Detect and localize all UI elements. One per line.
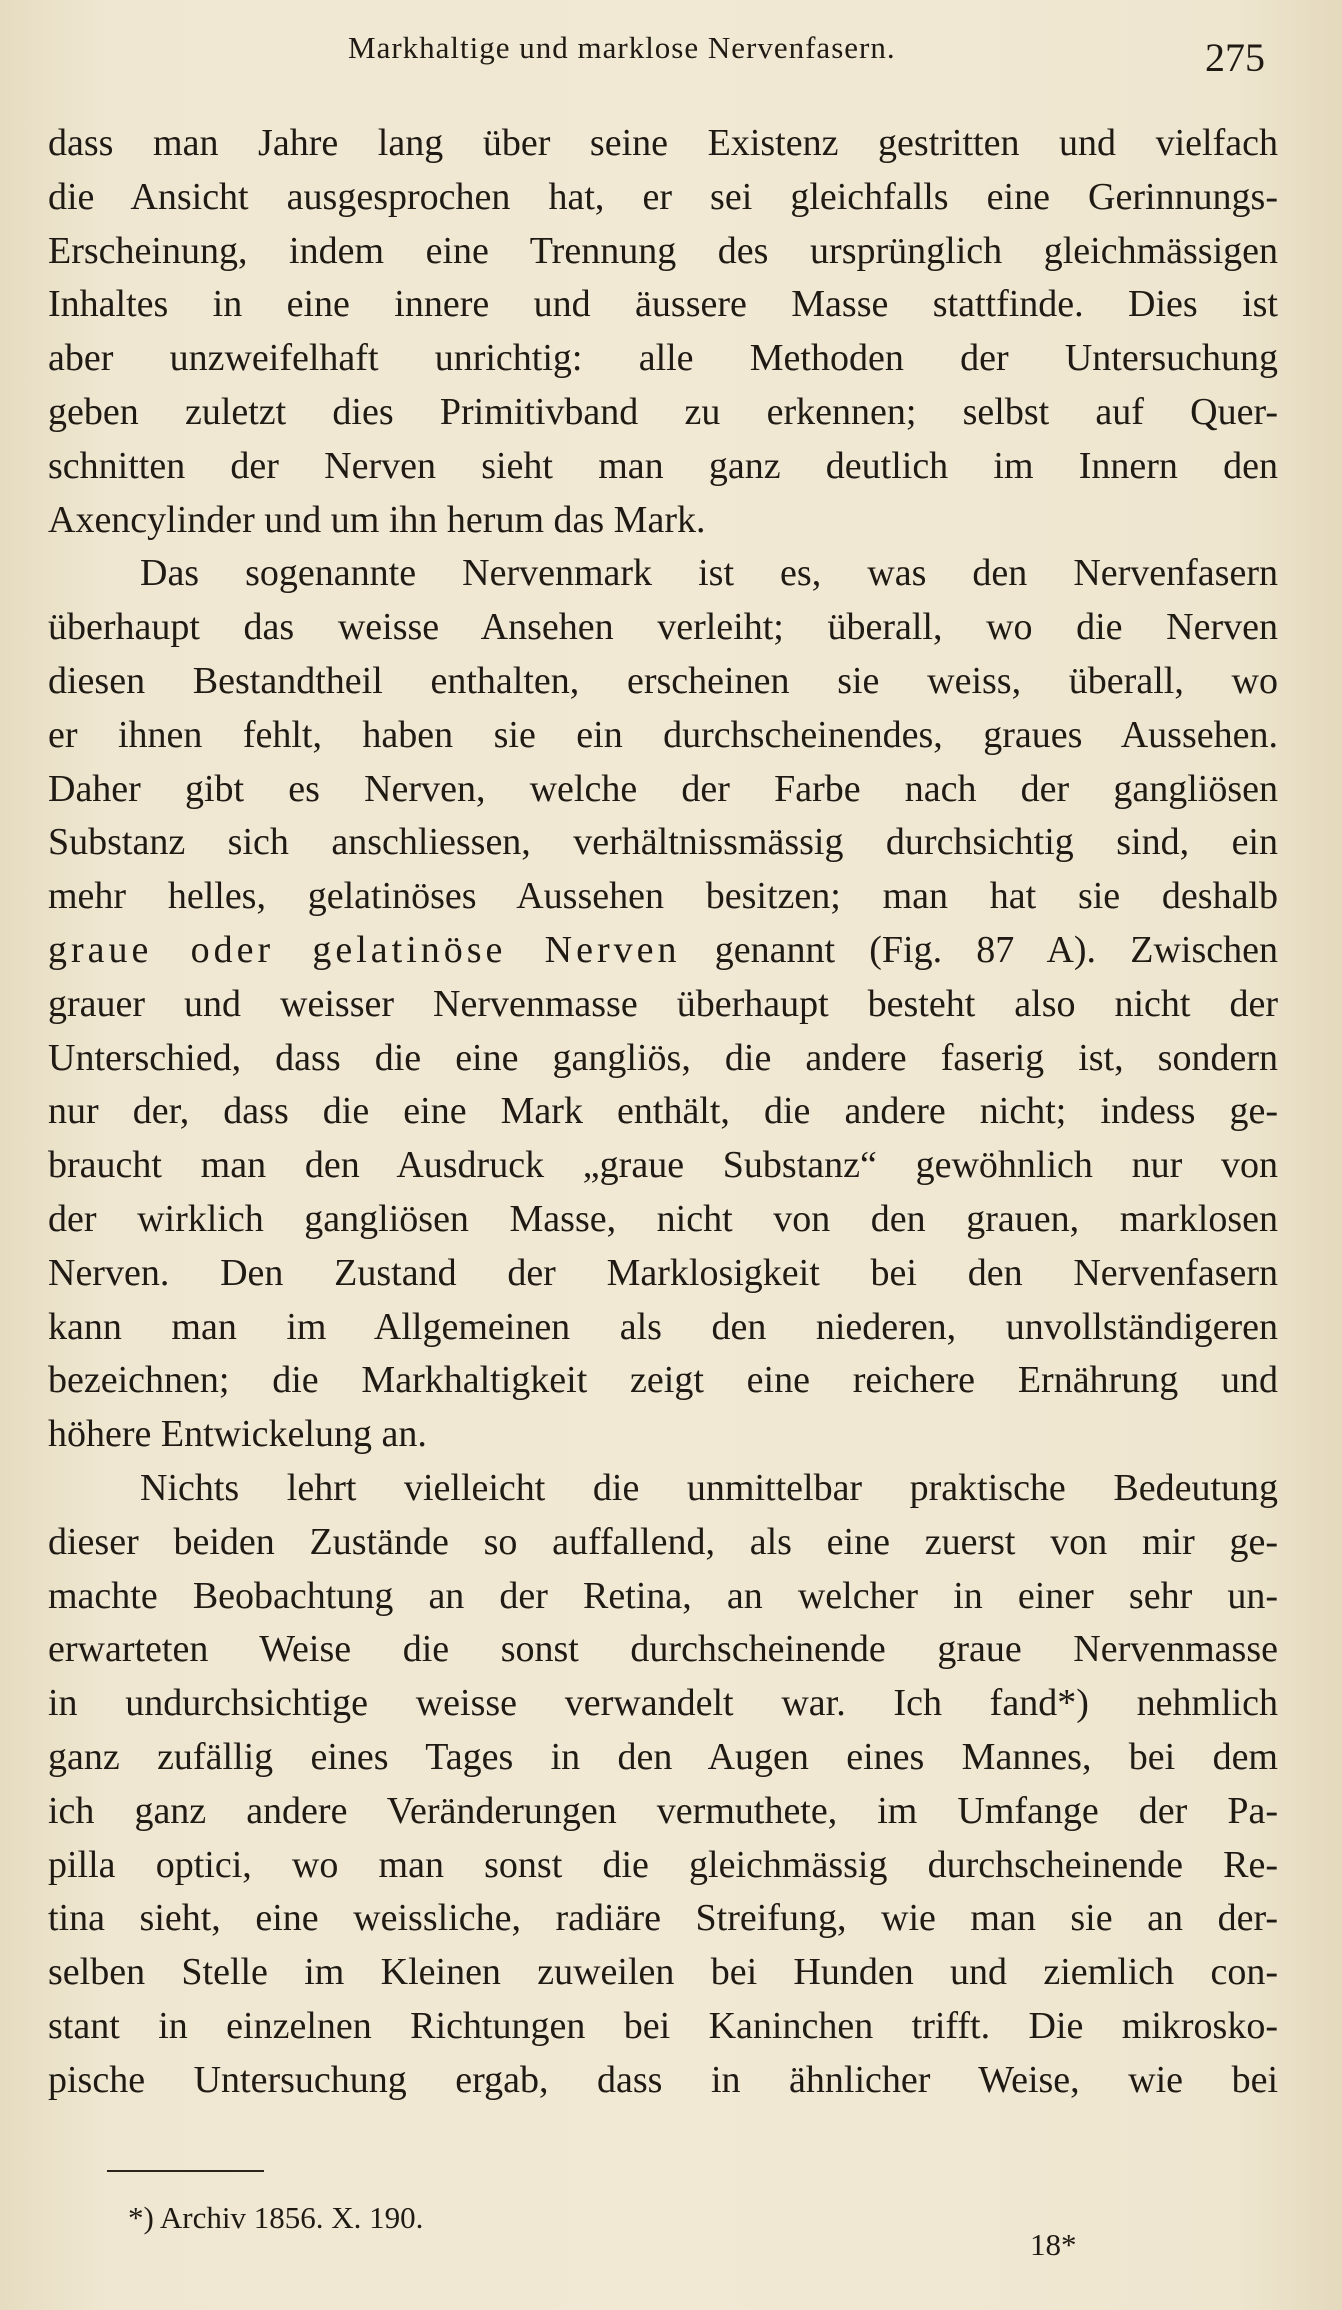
text-line: überhaupt das weisse Ansehen verleiht; überall, wo die Nerven bbox=[48, 606, 1278, 649]
spaced-term: graue oder gelatinöse Nerven bbox=[48, 928, 681, 971]
text-line: schnitten der Nerven sieht man ganz deutlich im Innern den bbox=[48, 444, 1278, 487]
text-line: erwarteten Weise die sonst durchscheinende graue Nervenmasse bbox=[48, 1628, 1278, 1671]
paragraph-3 bbox=[48, 1462, 1278, 2108]
text-line: aber unzweifelhaft unrichtig: alle Methoden der Untersuchung bbox=[48, 337, 1278, 380]
text-line: Unterschied, dass die eine gangliös, die andere faserig ist, sondern bbox=[48, 1036, 1278, 1079]
page-number: 275 bbox=[1205, 35, 1265, 80]
paragraph-2 bbox=[48, 547, 1278, 1462]
text-line: dieser beiden Zustände so auffallend, als eine zuerst von mir ge- bbox=[48, 1520, 1278, 1563]
line-remainder: genannt (Fig. 87 A). Zwischen bbox=[680, 928, 1278, 971]
text-line: in undurchsichtige weisse verwandelt war. Ich fand*) nehmlich bbox=[48, 1682, 1278, 1725]
text-line: tina sieht, eine weissliche, radiäre Streifung, wie man sie an der- bbox=[48, 1897, 1278, 1940]
paragraph-1 bbox=[48, 117, 1278, 547]
text-line: der wirklich gangliösen Masse, nicht von den grauen, marklosen bbox=[48, 1197, 1278, 1240]
text-line: Axencylinder und um ihn herum das Mark. bbox=[48, 498, 706, 541]
footnote-rule bbox=[107, 2170, 264, 2172]
text-line: braucht man den Ausdruck „graue Substanz“ gewöhnlich nur von bbox=[48, 1144, 1278, 1187]
signature-mark: 18* bbox=[1030, 2227, 1077, 2262]
text-line: nur der, dass die eine Mark enthält, die andere nicht; indess ge- bbox=[48, 1090, 1278, 1133]
text-line: machte Beobachtung an der Retina, an welcher in einer sehr un- bbox=[48, 1574, 1278, 1617]
text-line: ich ganz andere Veränderungen vermuthete, im Umfange der Pa- bbox=[48, 1789, 1278, 1832]
text-line: geben zuletzt dies Primitivband zu erkennen; selbst auf Quer- bbox=[48, 390, 1278, 433]
text-line: pische Untersuchung ergab, dass in ähnlicher Weise, wie bei bbox=[48, 2058, 1278, 2101]
text-line: pilla optici, wo man sonst die gleichmässig durchscheinende Re- bbox=[48, 1843, 1278, 1886]
text-line: Nichts lehrt vielleicht die unmittelbar praktische Bedeutung bbox=[140, 1466, 1278, 1509]
text-line: Daher gibt es Nerven, welche der Farbe nach der gangliösen bbox=[48, 767, 1278, 810]
text-line: diesen Bestandtheil enthalten, erscheinen sie weiss, überall, wo bbox=[48, 659, 1278, 702]
text-line: selben Stelle im Kleinen zuweilen bei Hunden und ziemlich con- bbox=[48, 1951, 1278, 1994]
text-line: die Ansicht ausgesprochen hat, er sei gleichfalls eine Gerinnungs- bbox=[48, 175, 1278, 218]
text-line: ganz zufällig eines Tages in den Augen eines Mannes, bei dem bbox=[48, 1735, 1278, 1778]
text-line: Inhaltes in eine innere und äussere Masse stattfinde. Dies ist bbox=[48, 283, 1278, 326]
text-line: höhere Entwickelung an. bbox=[48, 1413, 427, 1456]
text-line: Nerven. Den Zustand der Marklosigkeit bei den Nervenfasern bbox=[48, 1251, 1278, 1294]
text-line: Substanz sich anschliessen, verhältnissmässig durchsichtig sind, ein bbox=[48, 821, 1278, 864]
text-line: bezeichnen; die Markhaltigkeit zeigt eine reichere Ernährung und bbox=[48, 1359, 1278, 1402]
text-line: mehr helles, gelatinöses Aussehen besitzen; man hat sie deshalb bbox=[48, 875, 1278, 918]
footnote: *) Archiv 1856. X. 190. bbox=[128, 2200, 424, 2235]
running-title: Markhaltige und marklose Nervenfasern. bbox=[348, 30, 896, 65]
body-text bbox=[48, 117, 1278, 2107]
text-line: Erscheinung, indem eine Trennung des ursprünglich gleichmässigen bbox=[48, 229, 1278, 272]
text-line: kann man im Allgemeinen als den niederen, unvollständigeren bbox=[48, 1305, 1278, 1348]
text-line-spaced-term bbox=[48, 924, 1278, 978]
text-line: Das sogenannte Nervenmark ist es, was den Nervenfasern bbox=[140, 552, 1278, 595]
text-line: er ihnen fehlt, haben sie ein durchscheinendes, graues Aussehen. bbox=[48, 713, 1278, 756]
text-line: stant in einzelnen Richtungen bei Kaninchen trifft. Die mikrosko- bbox=[48, 2004, 1278, 2047]
text-line: grauer und weisser Nervenmasse überhaupt besteht also nicht der bbox=[48, 982, 1278, 1025]
text-line: dass man Jahre lang über seine Existenz gestritten und vielfach bbox=[48, 122, 1278, 164]
